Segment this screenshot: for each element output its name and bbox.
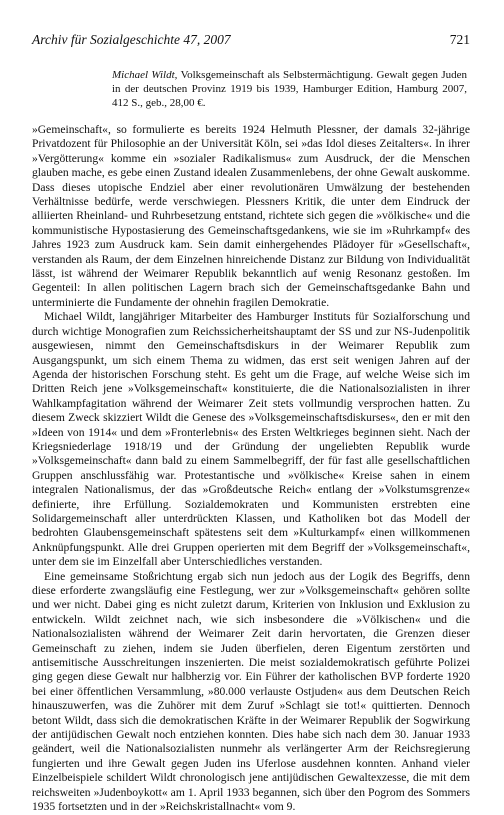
citation-details: Volksgemeinschaft als Selbstermächtigung. Gewalt gegen Juden in der deutschen Provinz 1919 bis 1939, Hamburger Edition, Hamburg 2007, 412 S., geb., 28,00 €. [112,69,467,109]
review-body [32,123,470,815]
paragraph: Eine gemeinsame Stoßrichtung ergab sich nun jedoch aus der Logik des Begriffs, denn diese erforderte zwangsläufig eine Festlegung, wer zur »Volksgemeinschaft« gehören sollte und wer nicht. Dabei ging es nicht zuletzt darum, Kriterien von Inklusion und Exklusion zu entwickeln. Wildt zeichnet nach, wie sich insbesondere die »Völkischen« und die Nationalsozialisten während der Weimarer Zeit darin hervortaten, die Grenzen dieser Gemeinschaft zu ziehen, indem sie Juden überfielen, deren Eigentum zerstörten und antisemitische Ausschreitungen inszenierten. Die meist sozialdemokratisch geführte Polizei ging gegen diese Gewalt nur halbherzig vor. Ein Führer der katholischen BVP forderte 1920 bei einer öffentlichen Versammlung, »80.000 verlauste Ostjuden« aus dem Deutschen Reich hinauszuwerfen, was die Zuhörer mit dem Zuruf »Schlagt sie tot!« quittierten. Dennoch betont Wildt, dass sich die demokratischen Kräfte in der Weimarer Republik der Sogwirkung der antijüdischen Gewalt noch entziehen konnten. Dies habe sich nach dem 30. Januar 1933 geändert, weil die Nationalsozialisten nunmehr als verlängerter Arm der Reichsregierung fungierten und ihre Gewalt gegen Juden ins Uferlose ausdehnen konnten. Anhand vieler Einzelbeispiele schildert Wildt chronologisch jene antijüdischen Gewaltexzesse, die mit dem reichsweiten »Judenboykott« am 1. April 1933 begannen, sich über den Pogrom des Sommers 1935 fortsetzten und in der »Reichskristallnacht« vom 9. [32,569,470,814]
book-citation [112,68,467,110]
running-header [32,32,470,50]
paragraph: Michael Wildt, langjähriger Mitarbeiter des Hamburger Instituts für Sozialforschung und durch wichtige Monografien zum Reichssicherheitshauptamt der SS und zur NS-Judenpolitik ausgewiesen, nimmt den Gemeinschaftsdiskurs in der Weimarer Republik zum Ausgangspunkt, um sich einem Thema zu widmen, das erst seit wenigen Jahren auf der Agenda der historischen Forschung steht. Es geht um die Frage, auf welche Weise sich im Dritten Reich jene »Volksgemeinschaft« konstituierte, die die Nationalsozialisten in ihrer Wahlkampfagitation während der Weimarer Zeit stets vollmundig versprochen hatten. Zu diesem Zweck skizziert Wildt die Genese des »Volksgemeinschaftsdiskurses«, den er mit den »Ideen von 1914« und dem »Fronterlebnis« des Ersten Weltkrieges beginnen sieht. Nach der Kriegsniederlage 1918/19 und der Gründung der ungeliebten Republik wurde »Volksgemeinschaft« dann bald zu einem Sammelbegriff, der für fast alle gesellschaftlichen Gruppen anschlussfähig war. Protestantische und »völkische« Kreise sahen in einem integralen Nationalismus, der das »Großdeutsche Reich« entlang der »Volkstumsgrenze« definierte, ihre Erfüllung. Sozialdemokraten und Kommunisten erstrebten eine Solidargemeinschaft aller unterdrückten Klassen, und Katholiken bot das Modell der bedrohten Glaubensgemeinschaft spätestens seit dem »Kulturkampf« einen willkommenen Anknüpfungspunkt. Alle drei Gruppen operierten mit dem Begriff der »Volksgemeinschaft«, unter dem sie im Einzelfall aber Unterschiedliches verstanden. [32,310,470,569]
page-number: 721 [449,32,470,47]
citation-author: Michael Wildt, [112,69,178,81]
paragraph: »Gemeinschaft«, so formulierte es bereits 1924 Helmuth Plessner, der damals 32-jährige Privatdozent für Philosophie an der Universität Köln, sei »das Idol dieses Zeitalters«. In ihrer »Vergötterung« komme ein »sozialer Radikalismus« zum Ausdruck, der die Menschen glauben mache, es gebe einen Zustand idealen Zusammenlebens, der ohne Gewalt auskomme. Dass dieses utopische Endziel aber einer revolutionären Umwälzung der bestehenden Verhältnisse bedürfe, werde verschwiegen. Plessners Kritik, die unter dem Eindruck der alliierten Rheinland- und Ruhrbesetzung entstand, richtete sich gegen die »völkische« und die kommunistische Hypostasierung des Gemeinschaftsgedankens, wie sie im »Ruhrkampf« des Jahres 1923 zum Ausdruck kam. Sein damit einhergehendes Plädoyer für »Gesellschaft«, verstanden als Raum, der dem Einzelnen hinreichende Distanz zur Bildung von Individualität lässt, ist während der Weimarer Republik bekanntlich auf wenig Resonanz gestoßen. Im Gegenteil: In allen politischen Lagern brach sich der Gemeinschaftsgedanke Bahn und unterminierte die Fundamente der ohnehin fragilen Demokratie. [32,123,470,309]
journal-title: Archiv für Sozialgeschichte 47, 2007 [32,32,231,47]
